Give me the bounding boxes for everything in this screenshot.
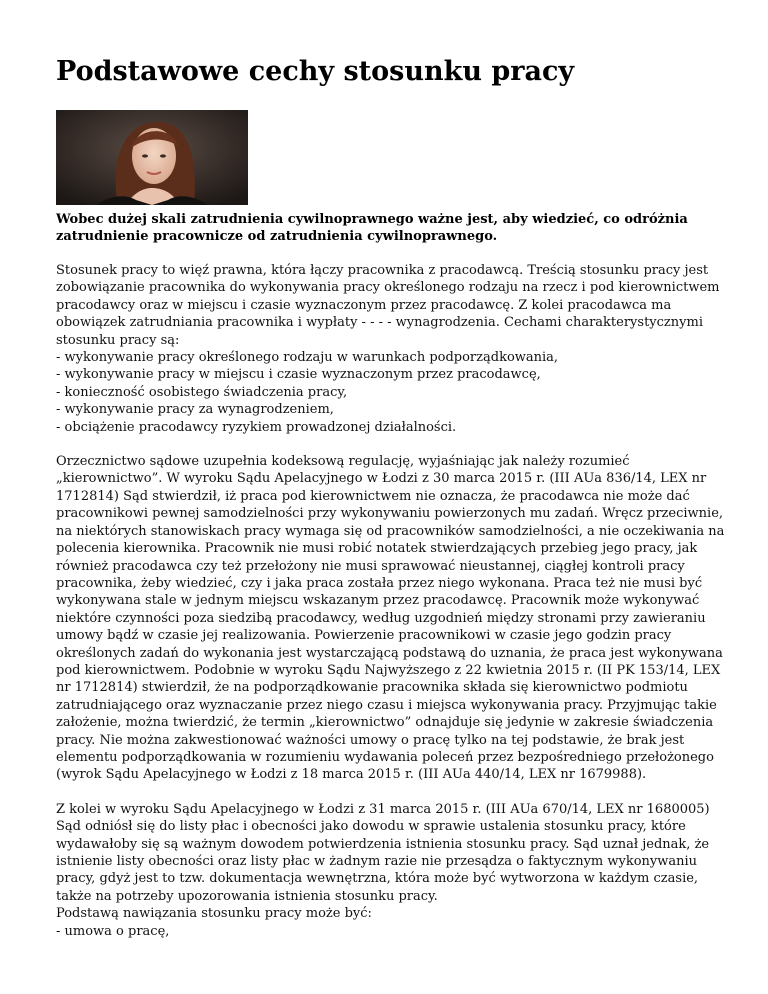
page-title: Podstawowe cechy stosunku pracy	[56, 56, 575, 87]
text-line: Sąd odniósł się do listy płac i obecności jako dowodu w sprawie ustalenia stosunku pracy, które	[56, 819, 686, 835]
text-line: elementu podporządkowania w rozumieniu wydawania poleceń przez bezpośredniego przełożonego	[56, 749, 714, 765]
text-line: także na potrzeby upozorowania istnienia stosunku pracy.	[56, 888, 438, 904]
text-line: określonych zadań do wykonania jest wystarczającą podstawą do uznania, że praca jest wykonywana	[56, 645, 723, 661]
text-line: wydawałoby się są ważnym dowodem potwierdzenia istnienia stosunku pracy. Sąd uznał jednak, że	[56, 836, 710, 852]
text-line: umowy bądź w czasie jej realizowania. Powierzenie pracownikowi w czasie jego godzin pracy	[56, 628, 672, 644]
text-line: Stosunek pracy to więź prawna, która łączy pracownika z pracodawcą. Treścią stosunku pracy jest	[56, 263, 709, 278]
text-line: na niektórych stanowiskach pracy wymaga się od pracowników samodzielności, a nie oczekiwania na	[56, 523, 725, 539]
text-line: 1712814) Sąd stwierdził, iż praca pod kierownictwem nie oznacza, że pracodawca nie może dać	[56, 488, 690, 504]
body-paragraph-2	[56, 453, 725, 784]
lead-line: zatrudnienie pracownicze od zatrudnienia cywilnoprawnego.	[56, 229, 498, 244]
list-item: - wykonywanie pracy określonego rodzaju w warunkach podporządkowania,	[56, 350, 559, 366]
text-line: zatrudniającego oraz wyznaczanie przez niego czasu i miejsca wykonywania pracy. Przyjmując takie	[56, 697, 717, 713]
text-line: pracy, gdyż jest to tzw. dokumentacja wewnętrzna, która może być wytworzona w każdym czasie,	[56, 871, 699, 887]
text-line: zobowiązanie pracownika do wykonywania pracy określonego rodzaju na rzecz i pod kierownictwem	[56, 280, 720, 296]
list-item: - wykonywanie pracy za wynagrodzeniem,	[56, 402, 334, 418]
list-item: - konieczność osobistego świadczenia pracy,	[56, 384, 348, 400]
lead-line: Wobec dużej skali zatrudnienia cywilnoprawnego ważne jest, aby wiedzieć, co odróżnia	[56, 212, 688, 227]
text-line: polecenia kierownika. Pracownik nie musi robić notatek stwierdzających przebieg jego pracy, jak	[56, 541, 698, 557]
list-item: - wykonywanie pracy w miejscu i czasie wyznaczonym przez pracodawcę,	[56, 367, 541, 383]
text-line: istnienie listy obecności oraz listy płac w żadnym razie nie przesądza o faktycznym wykonywaniu	[56, 854, 698, 869]
text-line: Orzecznictwo sądowe uzupełnia kodeksową regulację, wyjaśniając jak należy rozumieć	[56, 454, 630, 470]
lead-paragraph	[56, 211, 716, 245]
text-line: pracy. Nie można zakwestionować ważności umowy o pracę tylko na tej podstawie, że brak jest	[56, 732, 685, 748]
text-line: Podstawą nawiązania stosunku pracy może być:	[56, 906, 372, 922]
text-line: „kierownictwo”. W wyroku Sądu Apelacyjnego w Łodzi z 30 marca 2015 r. (III AUa 836/14, LEX nr	[56, 471, 707, 487]
text-line: obowiązek zatrudniania pracownika i wypłaty - - - - wynagrodzenia. Cechami charakterystycznymi	[56, 315, 703, 331]
paragraph-gap	[56, 436, 716, 453]
body-paragraph-1	[56, 262, 720, 436]
paragraph-gap	[56, 784, 716, 801]
author-photo	[56, 110, 248, 205]
list-item: - umowa o pracę,	[56, 923, 170, 939]
article	[56, 0, 725, 940]
text-line: (wyrok Sądu Apelacyjnego w Łodzi z 18 marca 2015 r. (III AUa 440/14, LEX nr 1679988).	[56, 767, 647, 783]
text-line: stosunku pracy są:	[56, 332, 180, 348]
body-paragraph-3	[56, 801, 716, 940]
text-line: nr 1712814) stwierdził, że na podporządkowanie pracownika składa się kierownictwo podmiotu	[56, 680, 688, 696]
text-line: pracownikowi pewnej samodzielności przy wykonywaniu powierzonych mu zadań. Wręcz przeciwnie,	[56, 506, 724, 522]
text-line: Z kolei w wyroku Sądu Apelacyjnego w Łodzi z 31 marca 2015 r. (III AUa 670/14, LEX nr 1680005)	[56, 801, 710, 817]
list-item: - obciążenie pracodawcy ryzykiem prowadzonej działalności.	[56, 419, 457, 435]
text-line: również pracodawca czy też przełożony nie musi sprawować nieustannej, ciągłej kontroli pracy	[56, 558, 685, 574]
text-line: pracodawcy oraz w miejscu i czasie wyznaczonym przez pracodawcę. Z kolei pracodawca ma	[56, 297, 672, 313]
text-line: pracownika, żeby wiedzieć, czy i jaka praca została przez niego wykonana. Praca też nie musi być	[56, 575, 703, 591]
text-line: niektóre czynności poza siedzibą pracodawcy, według uzgodnień między stronami przy zawieraniu	[56, 610, 706, 626]
text-line: założenie, można twierdzić, że termin „kierownictwo” odnajduje się jedynie w zakresie świadczenia	[56, 715, 714, 731]
text-line: pod kierownictwem. Podobnie w wyroku Sądu Najwyższego z 22 kwietnia 2015 r. (II PK 153/14, LEX	[56, 662, 721, 678]
text-line: wykonywana stale w jednym miejscu wskazanym przez pracodawcę. Pracownik może wykonywać	[56, 593, 700, 609]
